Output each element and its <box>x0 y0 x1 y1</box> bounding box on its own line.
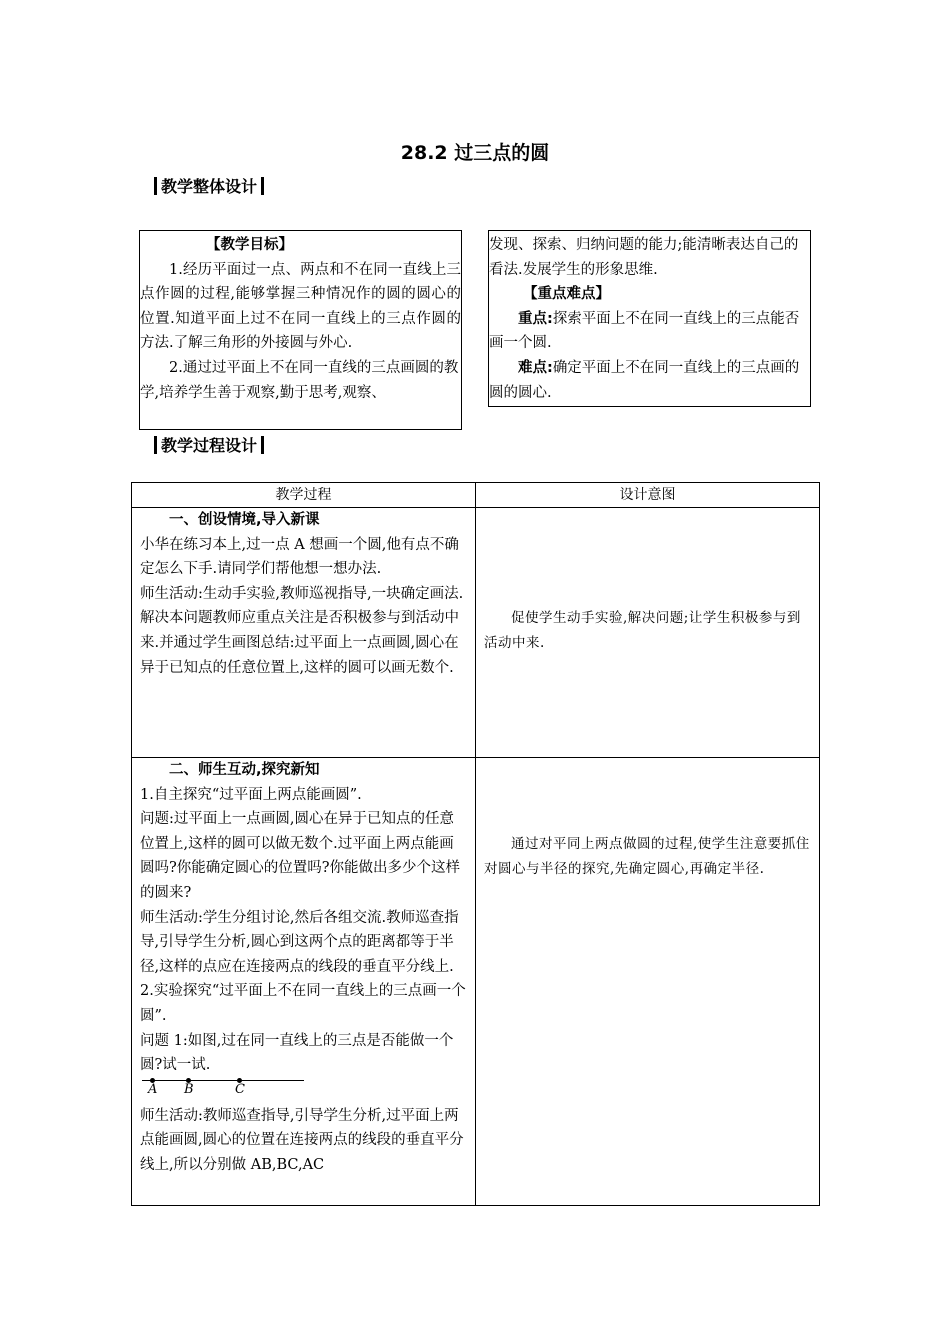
overall-design-heading <box>150 176 268 198</box>
process-design-heading-text: 教学过程设计 <box>161 436 258 455</box>
objectives-para-1: 1.经历平面过一点、两点和不在同一直线上三点作圆的过程,能够掌握三种情况作的圆的圆心的位置.知道平面上过不在同一直线上的三点作圆的方法.了解三角形的外接圆与外心. <box>140 261 461 352</box>
section-2-para-5: 问题 1:如图,过在同一直线上的三点是否能做一个圆?试一试. <box>140 1032 454 1074</box>
process-cell-1 <box>132 508 476 758</box>
objectives-box <box>139 230 462 430</box>
col-process-header: 教学过程 <box>132 483 476 508</box>
collinear-points-figure <box>140 1078 467 1104</box>
point-b-label: B <box>184 1081 194 1097</box>
key-label: 重点: <box>518 310 553 327</box>
point-a-label: A <box>148 1081 158 1097</box>
section-1-para-1: 小华在练习本上,过一点 A 想画一个圆,他有点不确定怎么下手.请同学们帮他想一想办法. <box>140 536 459 578</box>
table-row <box>132 758 820 1206</box>
section-2-heading: 二、师生互动,探究新知 <box>169 762 320 778</box>
page-title: 28.2 过三点的圆 <box>400 142 550 164</box>
objectives-heading: 【教学目标】 <box>206 237 293 253</box>
section-2-para-1: 1.自主探究“过平面上两点能画圆”. <box>140 786 362 803</box>
intent-cell-1 <box>476 508 820 758</box>
table-row <box>132 508 820 758</box>
key-points-box <box>488 230 811 407</box>
heading-bar-right <box>261 177 264 195</box>
key-points-heading: 【重点难点】 <box>523 286 610 303</box>
objectives-para-2: 2.通过过平面上不在同一直线的三点画圆的教学,培养学生善于观察,勤于思考,观察、 <box>140 359 459 401</box>
section-2-para-4: 2.实验探究“过平面上不在同一直线上的三点画一个圆”. <box>140 983 466 1024</box>
section-2-para-6: 师生活动:教师巡查指导,引导学生分析,过平面上两点能画圆,圆心的位置在连接两点的线段的垂直平分线上,所以分别做 AB,BC,AC <box>140 1107 464 1173</box>
table-header-row <box>132 483 820 508</box>
heading-bar-left <box>154 436 157 454</box>
heading-bar-left <box>154 177 157 195</box>
intent-cell-2 <box>476 758 820 1206</box>
figure-line <box>142 1080 304 1081</box>
section-1-heading: 一、创设情境,导入新课 <box>169 512 320 528</box>
intent-2-text: 通过对平同上两点做圆的过程,使学生注意要抓住对圆心与半径的探究,先确定圆心,再确定半径. <box>484 836 810 877</box>
section-2-para-3: 师生活动:学生分组讨论,然后各组交流.教师巡查指导,引导学生分析,圆心到这两个点的距离都等于半径,这样的点应在连接两点的线段的垂直平分线上. <box>140 909 459 975</box>
point-c-label: C <box>235 1081 245 1097</box>
difficulty-label: 难点: <box>518 359 553 376</box>
key-text: 探索平面上不在同一直线上的三点能否画一个圆. <box>489 310 800 352</box>
section-1-para-2: 师生活动:生动手实验,教师巡视指导,一块确定画法.解决本问题教师应重点关注是否积极参与到活动中来.并通过学生画图总结:过平面上一点画圆,圆心在异于已知点的任意位置上,这样的圆可以画无数个. <box>140 585 464 676</box>
process-cell-2 <box>132 758 476 1206</box>
process-design-heading <box>150 435 268 457</box>
overall-design-heading-text: 教学整体设计 <box>161 177 258 196</box>
col-intent-header: 设计意图 <box>476 483 820 508</box>
section-2-para-2: 问题:过平面上一点画圆,圆心在异于已知点的任意位置上,这样的圆可以做无数个.过平面上两点能画圆吗?你能确定圆心的位置吗?你能做出多少个这样的圆来? <box>140 811 461 901</box>
intent-1-text: 促使学生动手实验,解决问题;让学生积极参与到活动中来. <box>484 610 801 651</box>
heading-bar-right <box>261 436 264 454</box>
process-table <box>131 482 820 1206</box>
objectives-continued: 发现、探索、归纳问题的能力;能清晰表达自己的看法.发展学生的形象思维. <box>489 237 799 278</box>
difficulty-text: 确定平面上不在同一直线上的三点画的圆的圆心. <box>489 359 800 401</box>
